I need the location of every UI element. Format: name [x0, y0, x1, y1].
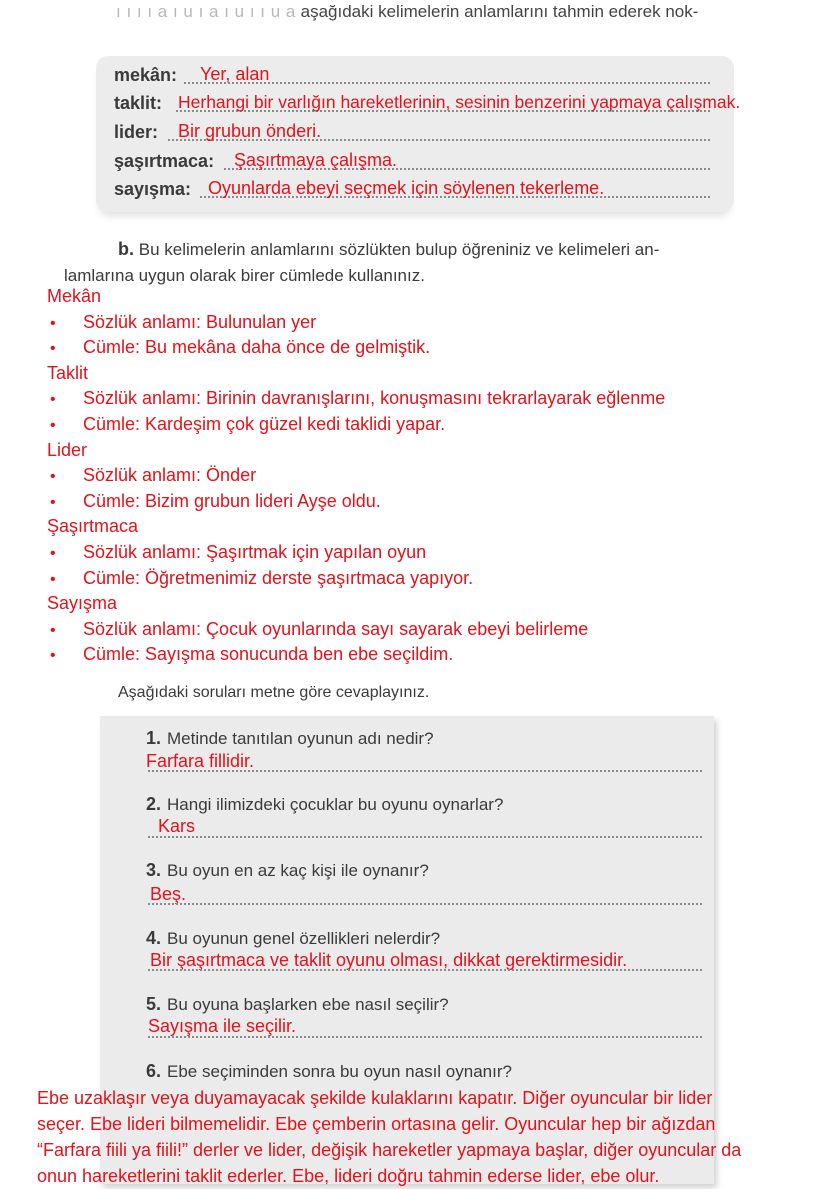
question-text: Ebe seçiminden sonra bu oyun nasıl oynanır?	[167, 1062, 512, 1081]
vocab-row-sayisma	[114, 176, 710, 202]
meaning-item	[50, 542, 426, 563]
word-heading-taklit: Taklit	[47, 363, 89, 383]
sentence-text: Cümle: Öğretmenimiz derste şaşırtmaca yapıyor.	[83, 568, 474, 588]
bullet-icon: •	[50, 571, 56, 588]
vocab-row-taklit	[114, 90, 741, 116]
meaning-item	[50, 619, 588, 640]
answer-line	[148, 1036, 702, 1038]
vocab-row-sasirtmaca	[114, 148, 710, 174]
meaning-text: Sözlük anlamı: Şaşırtmak için yapılan oyun	[83, 542, 427, 562]
bullet-icon: •	[50, 494, 56, 511]
section-b-line-1: Bu kelimelerin anlamlarını sözlükten bulup öğreniniz ve kelimeleri an-	[138, 240, 660, 259]
vocab-row-mekan	[114, 62, 710, 88]
answer-6-line: “Farfara fiili ya fiili!” derler ve lider, değişik hareketler yapmaya başlar, diğer oyuncular da	[37, 1140, 742, 1160]
question-text: Bu oyunun genel özellikleri nelerdir?	[167, 929, 441, 948]
vocab-definition: Yer, alan	[200, 64, 270, 84]
vocab-term: şaşırtmaca:	[114, 151, 215, 171]
top-instruction-line	[116, 2, 698, 22]
faded-text: ı ı ı ı a ı u ı a ı u ı ı u a	[116, 2, 296, 21]
answer-line	[148, 836, 702, 838]
bullet-icon: •	[50, 340, 56, 357]
sentence-item	[50, 644, 453, 665]
question-5	[146, 994, 449, 1015]
vocab-term: sayışma:	[114, 179, 192, 199]
question-number: 4.	[146, 928, 162, 948]
question-3	[146, 860, 429, 881]
meaning-text: Sözlük anlamı: Çocuk oyunlarında sayı sayarak ebeyi belirleme	[83, 619, 589, 639]
question-number: 3.	[146, 860, 162, 880]
bullet-icon: •	[50, 622, 56, 639]
answer-line	[148, 770, 702, 772]
bullet-icon: •	[50, 391, 56, 408]
vocab-row-lider	[114, 119, 710, 145]
word-heading-lider: Lider	[47, 440, 88, 460]
question-number: 1.	[146, 728, 162, 748]
question-text: Metinde tanıtılan oyunun adı nedir?	[167, 729, 434, 748]
vocabulary-box	[96, 56, 741, 212]
bullet-icon: •	[50, 315, 56, 332]
question-text: Hangi ilimizdeki çocuklar bu oyunu oynarlar?	[167, 795, 504, 814]
vocab-term: lider:	[114, 122, 159, 142]
answer-6-line: Ebe uzaklaşır veya duyamayacak şekilde kulaklarını kapatır. Diğer oyuncular bir lider	[37, 1088, 713, 1108]
top-instruction-text: aşağıdaki kelimelerin anlamlarını tahmin ederek nok-	[300, 2, 699, 21]
meaning-text: Sözlük anlamı: Bulunulan yer	[83, 312, 317, 332]
answer-2: Kars	[158, 816, 196, 836]
meaning-item	[50, 312, 316, 333]
question-number: 2.	[146, 794, 162, 814]
answer-6-line: onun hareketlerini taklit ederler. Ebe, lideri doğru tahmin ederse lider, ebe olur.	[37, 1166, 660, 1186]
question-number: 6.	[146, 1061, 162, 1081]
sentence-item	[50, 414, 445, 435]
meaning-text: Sözlük anlamı: Birinin davranışlarını, konuşmasını tekrarlayarak eğlenme	[83, 388, 666, 408]
vocab-definition: Şaşırtmaya çalışma.	[234, 150, 398, 170]
sentence-item	[50, 337, 430, 358]
section-b-line-2: lamlarına uygun olarak birer cümlede kullanınız.	[64, 266, 425, 285]
answer-6-line: seçer. Ebe lideri bilmemelidir. Ebe çemberin ortasına gelir. Oyuncular hep bir ağızdan	[37, 1114, 716, 1134]
sentence-text: Cümle: Bu mekâna daha önce de gelmiştik.	[83, 337, 431, 357]
question-number: 5.	[146, 994, 162, 1014]
answer-6	[37, 1085, 827, 1189]
answer-line	[148, 969, 702, 971]
bullet-icon: •	[50, 468, 56, 485]
bullet-icon: •	[50, 417, 56, 434]
vocab-term: mekân:	[114, 65, 178, 85]
section-b-label: b.	[118, 239, 134, 259]
word-heading-sayisma: Sayışma	[47, 593, 118, 613]
meaning-text: Sözlük anlamı: Önder	[83, 465, 257, 485]
sentence-text: Cümle: Kardeşim çok güzel kedi taklidi yapar.	[83, 414, 446, 434]
sentence-item	[50, 568, 473, 589]
answer-4: Bir şaşırtmaca ve taklit oyunu olması, dikkat gerektirmesidir.	[150, 950, 628, 970]
vocab-term: taklit:	[114, 93, 163, 113]
question-text: Bu oyuna başlarken ebe nasıl seçilir?	[167, 995, 449, 1014]
meaning-item	[50, 465, 256, 486]
vocab-definition: Bir grubun önderi.	[178, 121, 322, 141]
question-2	[146, 794, 503, 815]
sentence-text: Cümle: Sayışma sonucunda ben ebe seçildim.	[83, 644, 454, 664]
sentence-item	[50, 491, 381, 512]
section-b-instruction	[46, 236, 746, 289]
vocab-definition: Oyunlarda ebeyi seçmek için söylenen tekerleme.	[208, 178, 605, 198]
question-4	[146, 928, 440, 949]
answer-1: Farfara fillidir.	[146, 751, 255, 771]
vocab-definition: Herhangi bir varlığın hareketlerinin, sesinin benzerini yapmaya çalışmak.	[178, 92, 741, 112]
bullet-icon: •	[50, 545, 56, 562]
bullet-icon: •	[50, 647, 56, 664]
sentence-text: Cümle: Bizim grubun lideri Ayşe oldu.	[83, 491, 381, 511]
answer-line	[148, 903, 702, 905]
answer-3: Beş.	[150, 884, 187, 904]
question-6	[146, 1061, 512, 1082]
question-text: Bu oyun en az kaç kişi ile oynanır?	[167, 861, 429, 880]
questions-instruction: Aşağıdaki soruları metne göre cevaplayınız.	[118, 684, 430, 701]
word-heading-sasirtmaca: Şaşırtmaca	[47, 516, 139, 536]
question-1	[146, 728, 434, 749]
meaning-item	[50, 388, 665, 409]
answer-5: Sayışma ile seçilir.	[148, 1016, 297, 1036]
word-heading-mekan: Mekân	[47, 286, 102, 306]
